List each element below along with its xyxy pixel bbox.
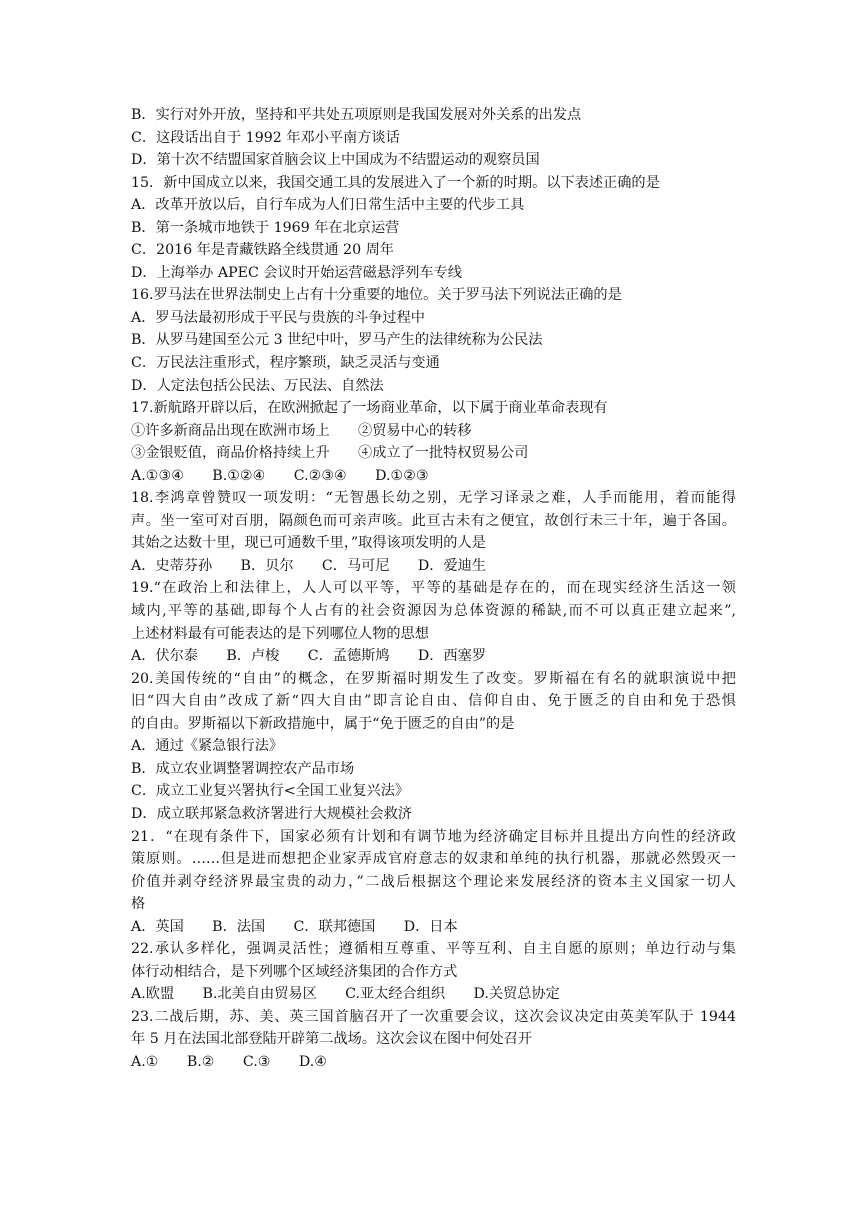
text-line: D．人定法包括公民法、万民法、自然法 <box>131 377 384 394</box>
text-line: A．改革开放以后，自行车成为人们日常生活中主要的代步工具 <box>131 197 525 214</box>
text-line: 18.李鸿章曾赞叹一项发明：“无智愚长幼之别，无学习译录之难，人手而能用，着而能得 <box>131 490 736 507</box>
text-line: ①许多新商品出现在欧洲市场上 ②贸易中心的转移 <box>131 422 472 439</box>
text-line: 19.“在政治上和法律上，人人可以平等，平等的基础是存在的，而在现实经济生活这一领 <box>131 580 736 597</box>
text-line: D．上海举办 APEC 会议时开始运营磁悬浮列车专线 <box>131 264 462 281</box>
text-line: A．伏尔泰 B．卢梭 C．孟德斯鸠 D．西塞罗 <box>131 648 487 665</box>
text-line: 域内,平等的基础,即每个人占有的社会资源因为总体资源的稀缺,而不可以真正建立起来”, <box>131 603 736 620</box>
text-line: 上述材料最有可能表达的是下列哪位人物的思想 <box>131 625 429 642</box>
text-line: A.欧盟 B.北美自由贸易区 C.亚太经合组织 D.关贸总协定 <box>131 986 560 1003</box>
text-line: 22.承认多样化，强调灵活性；遵循相互尊重、平等互利、自主自愿的原则；单边行动与集 <box>131 941 736 958</box>
text-line: B．成立农业调整署调控农产品市场 <box>131 760 355 777</box>
text-line: A．通过《紧急银行法》 <box>131 738 284 755</box>
text-line: C．万民法注重形式，程序繁琐，缺乏灵活与变通 <box>131 355 440 372</box>
text-line: A．英国 B．法国 C．联邦德国 D．日本 <box>131 918 458 935</box>
text-line: 17.新航路开辟以后，在欧洲掀起了一场商业革命，以下属于商业革命表现有 <box>131 400 608 417</box>
text-line: D．第十次不结盟国家首脑会议上中国成为不结盟运动的观察员国 <box>131 152 540 169</box>
text-line: 15．新中国成立以来，我国交通工具的发展进入了一个新的时期。以下表述正确的是 <box>131 174 660 191</box>
text-line: 其始之达数十里，现已可通数千里，”取得该项发明的人是 <box>131 535 486 552</box>
text-line: B．从罗马建国至公元 3 世纪中叶，罗马产生的法律统称为公民法 <box>131 332 543 349</box>
text-line: 体行动相结合，是下列哪个区域经济集团的合作方式 <box>131 963 458 980</box>
text-line: 旧“四大自由”改成了新“四大自由”即言论自由、信仰自由、免于匮乏的自由和免于恐惧 <box>131 693 736 710</box>
text-line: A．罗马法最初形成于平民与贵族的斗争过程中 <box>131 309 425 326</box>
text-line: 声。坐一室可对百朋，隔颜色而可亲声咳。此亘古未有之便宜，故创行未三十年，遍于各国。 <box>131 512 736 529</box>
text-line: 23.二战后期，苏、美、英三国首脑召开了一次重要会议，这次会议决定由英美军队于 1944 <box>131 1008 736 1025</box>
text-line: A.①③④ B.①②④ C.②③④ D.①②③ <box>131 467 429 484</box>
text-line: 16.罗马法在世界法制史上占有十分重要的地位。关于罗马法下列说法正确的是 <box>131 287 622 304</box>
text-line: 格 <box>131 896 146 913</box>
text-line: C．2016 年是青藏铁路全线贯通 20 周年 <box>131 242 394 259</box>
text-line: 年 5 月在法国北部登陆开辟第二战场。这次会议在图中何处召开 <box>131 1031 533 1048</box>
text-line: 价值并剥夺经济界最宝贵的动力，”二战后根据这个理论来发展经济的资本主义国家一切人 <box>131 873 736 890</box>
text-line: A．史蒂芬孙 B．贝尔 C．马可尼 D．爱迪生 <box>131 557 487 574</box>
text-line: C．成立工业复兴署执行<全国工业复兴法》 <box>131 783 410 800</box>
text-line: ③金银贬值，商品价格持续上升 ④成立了一批特权贸易公司 <box>131 445 529 462</box>
text-line: 策原则。……但是进而想把企业家弄成官府意志的奴隶和单纯的执行机器，那就必然毁灭一 <box>131 851 736 868</box>
text-line: C．这段话出自于 1992 年邓小平南方谈话 <box>131 129 400 146</box>
text-line: 21．“在现有条件下，国家必须有计划和有调节地为经济确定目标并且提出方向性的经济政 <box>131 828 736 845</box>
text-line: B．实行对外开放，坚持和平共处五项原则是我国发展对外关系的出发点 <box>131 107 582 123</box>
text-line: A.① B.② C.③ D.④ <box>131 1053 327 1070</box>
text-line: 的自由。罗斯福以下新政措施中，属于“免于匮乏的自由”的是 <box>131 715 515 732</box>
text-line: 20.美国传统的“自由”的概念，在罗斯福时期发生了改变。罗斯福在有名的就职演说中把 <box>131 670 736 687</box>
text-line: D．成立联邦紧急救济署进行大规模社会救济 <box>131 805 412 822</box>
text-line: B．第一条城市地铁于 1969 年在北京运营 <box>131 219 400 236</box>
exam-page-text <box>131 104 736 1074</box>
